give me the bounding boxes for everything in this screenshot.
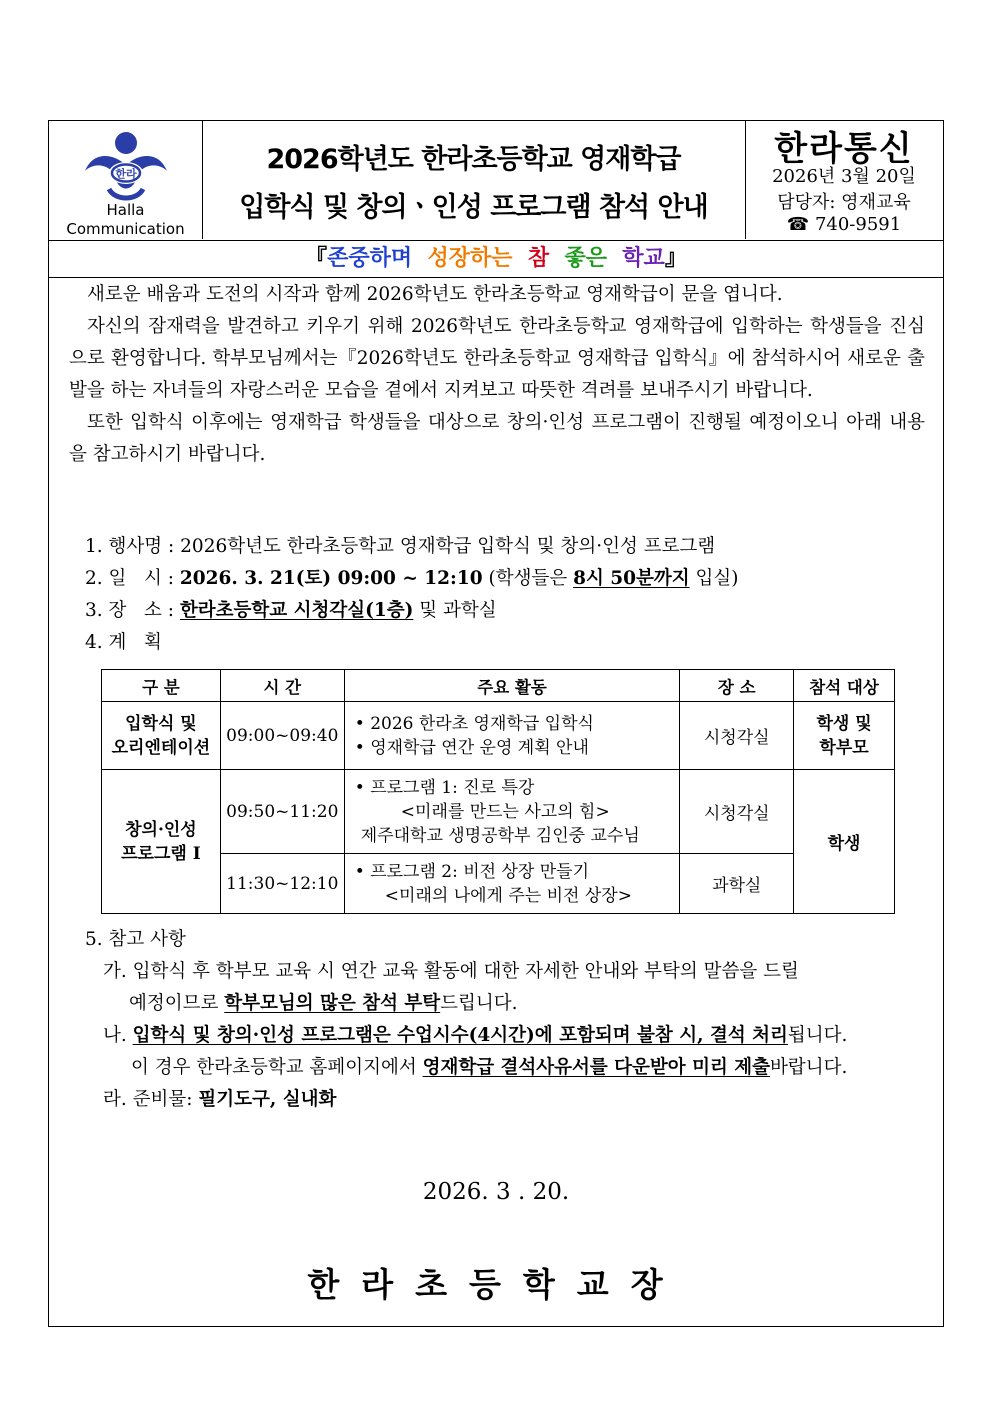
row1-target-line2: 학부모 — [819, 737, 869, 758]
note-na-emphasis: 입학식 및 창의·인성 프로그램은 수업시수(4시간)에 포함되며 불참 시, 결석 처리 — [132, 1025, 788, 1046]
event-name-label: 1. 행사명 : — [85, 536, 175, 557]
notes-title: 5. 참고 사항 — [85, 929, 186, 950]
location-main: 한라초등학교 시청각실(1층) — [179, 600, 414, 621]
row2-category-line1: 창의·인성 — [125, 819, 197, 840]
table-header-row — [102, 670, 895, 702]
row2-category — [102, 770, 221, 914]
contact-phone: ☎ 740-9591 — [786, 214, 902, 235]
row1-time: 09:00~09:40 — [220, 702, 344, 770]
issue-date-footer: 2026. 3 . 20. — [422, 1179, 570, 1205]
row1-target — [794, 702, 895, 770]
item-event-name — [85, 532, 715, 562]
note-na2-post: 바랍니다. — [770, 1057, 848, 1078]
row2-activity-line2: <미래를 만드는 사고의 힘> — [400, 801, 610, 822]
event-name-value: 2026학년도 한라초등학교 영재학급 입학식 및 창의·인성 프로그램 — [180, 536, 716, 557]
location-extra: 및 과학실 — [413, 600, 497, 621]
row3-activity-line2: <미래의 나에게 주는 비전 상장> — [384, 885, 632, 906]
school-slogan — [49, 241, 943, 278]
issue-date: 2026년 3월 20일 — [772, 166, 916, 187]
school-emblem-icon — [79, 131, 173, 203]
note-na-line2 — [131, 1053, 847, 1083]
note-na2-pre: 이 경우 한라초등학교 홈페이지에서 — [131, 1057, 423, 1078]
note-ga-line1: 가. 입학식 후 학부모 교육 시 연간 교육 활동에 대한 자세한 안내와 부탁의 말씀을 드릴 — [103, 961, 799, 982]
row1-target-line1: 학생 및 — [816, 713, 872, 734]
page-title-line1: 2026학년도 한라초등학교 영재학급 — [266, 144, 681, 175]
note-ga-pre: 예정이므로 — [129, 993, 225, 1014]
header — [49, 121, 943, 241]
note-ra-pre: 라. 준비물: — [103, 1089, 199, 1110]
header-target: 참석 대상 — [794, 670, 895, 702]
row2-time: 09:50~11:20 — [220, 770, 344, 854]
row2-activity — [344, 770, 680, 854]
header-category: 구 분 — [102, 670, 221, 702]
logo-text-communication: Communication — [66, 220, 185, 238]
location-label: 3. 장 소 : — [85, 600, 175, 621]
intro-text — [69, 279, 925, 471]
row1-activity-line2: • 영재학급 연간 운영 계획 안내 — [354, 737, 589, 758]
slogan-word-1: 존중하며 — [327, 246, 413, 271]
row1-category-line1: 입학식 및 — [125, 713, 197, 734]
row1-activity-line1: • 2026 한라초 영재학급 입학식 — [354, 713, 594, 734]
item-location — [85, 596, 497, 626]
row3-place: 과학실 — [680, 854, 794, 914]
note-ra — [103, 1085, 336, 1115]
schedule-table — [101, 669, 895, 914]
row2-category-line2: 프로그램 I — [121, 843, 201, 864]
row1-activity — [344, 702, 680, 770]
intro-paragraph-2: 자신의 잠재력을 발견하고 키우기 위해 2026학년도 한라초등학교 영재학급에 입학하는 학생들을 진심으로 환영합니다. 학부모님께서는『2026학년도 한라초등학교 영재학급 입학식』에 참석하시어 새로운 출발을 하는 자녀들의 자랑스러운 모습을 곁에서 지켜보고 따뜻한 격려를 보내주시기 바랍니다. — [69, 316, 925, 401]
row2-target: 학생 — [794, 770, 895, 914]
note-na-pre: 나. — [103, 1025, 133, 1046]
contact-person: 담당자: 영재교육 — [777, 192, 911, 213]
note-na2-emphasis: 영재학급 결석사유서를 다운받아 미리 제출 — [422, 1057, 771, 1078]
intro-paragraph-3: 또한 입학식 이후에는 영재학급 학생들을 대상으로 창의·인성 프로그램이 진행될 예정이오니 아래 내용을 참고하시기 바랍니다. — [69, 412, 925, 465]
item-plan: 4. 계 획 — [85, 632, 162, 653]
slogan-word-5: 학교 — [622, 246, 665, 271]
document-frame — [48, 120, 944, 1327]
page-title-line2: 입학식 및 창의ㆍ인성 프로그램 참석 안내 — [239, 192, 708, 223]
note-ga-line2 — [129, 989, 518, 1019]
row2-activity-line1: • 프로그램 1: 진로 특강 — [354, 777, 535, 798]
header-time: 시 간 — [220, 670, 344, 702]
newsletter-brand: 한라통신 — [774, 129, 914, 169]
note-na-line1 — [103, 1021, 847, 1051]
principal-signature: 한라초등학교장 — [307, 1265, 685, 1304]
title-block — [202, 121, 746, 239]
note-ga-emphasis: 학부모님의 많은 참석 부탁 — [224, 993, 441, 1014]
slogan-open-bracket: 『 — [305, 246, 328, 271]
note-na-post: 됩니다. — [787, 1025, 848, 1046]
table-row — [102, 854, 895, 914]
table-row — [102, 702, 895, 770]
slogan-word-3: 참 — [527, 246, 550, 271]
slogan-word-2: 성장하는 — [427, 246, 513, 271]
slogan-close-bracket: 』 — [664, 246, 687, 271]
row3-activity — [344, 854, 680, 914]
slogan-word-4: 좋은 — [564, 246, 607, 271]
row3-activity-line1: • 프로그램 2: 비전 상장 만들기 — [354, 861, 590, 882]
logo-block — [49, 121, 203, 239]
item-datetime — [85, 564, 739, 594]
row1-category-line2: 오리엔테이션 — [111, 737, 211, 758]
note-ga-post: 드립니다. — [440, 993, 518, 1014]
newsletter-info — [745, 121, 943, 239]
row1-place: 시청각실 — [680, 702, 794, 770]
header-place: 장 소 — [680, 670, 794, 702]
arrival-deadline: 8시 50분까지 — [573, 568, 690, 589]
datetime-note-pre: (학생들은 — [488, 568, 574, 589]
row2-place: 시청각실 — [680, 770, 794, 854]
svg-text:한라: 한라 — [115, 167, 137, 181]
header-activity: 주요 활동 — [344, 670, 680, 702]
table-row — [102, 770, 895, 854]
row2-activity-line3: 제주대학교 생명공학부 김인중 교수님 — [360, 825, 640, 846]
row1-category — [102, 702, 221, 770]
logo-text-halla: Halla — [106, 201, 145, 219]
note-ra-supplies: 필기도구, 실내화 — [198, 1089, 337, 1110]
intro-paragraph-1: 새로운 배움과 도전의 시작과 함께 2026학년도 한라초등학교 영재학급이 문을 엽니다. — [87, 284, 783, 305]
row3-time: 11:30~12:10 — [220, 854, 344, 914]
datetime-label: 2. 일 시 : — [85, 568, 175, 589]
datetime-value: 2026. 3. 21(토) 09:00 ~ 12:10 — [179, 568, 483, 589]
datetime-note-post: 입실) — [689, 568, 739, 589]
